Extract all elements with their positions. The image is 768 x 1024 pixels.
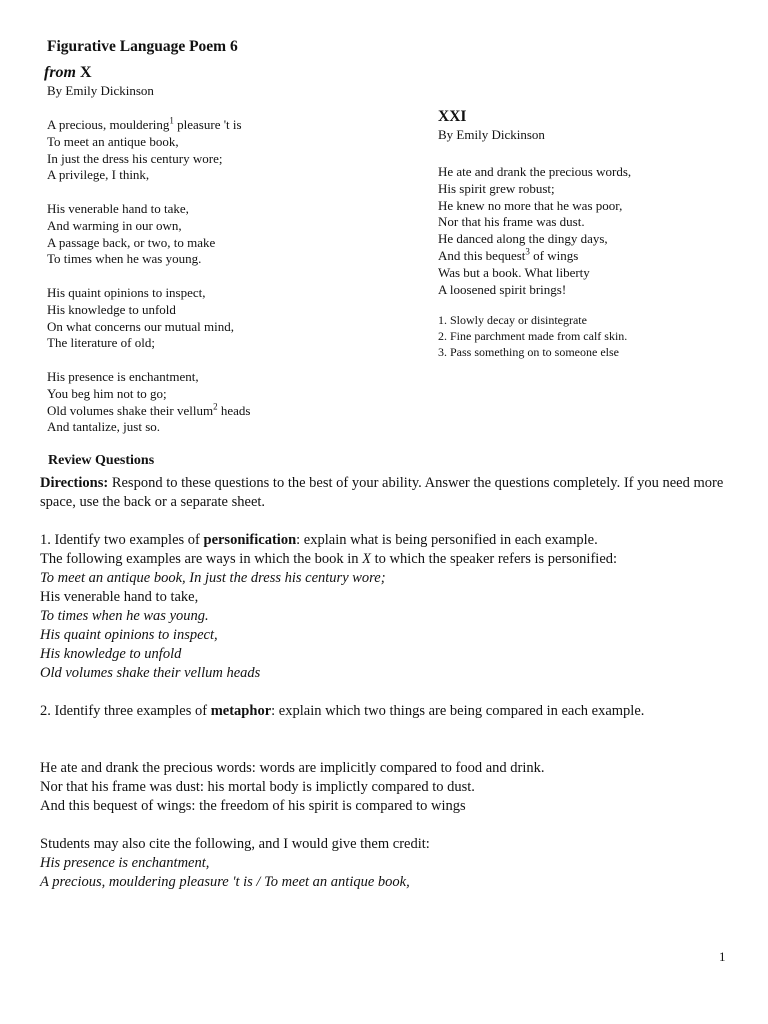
- poem-xxi-title: XXI: [438, 108, 467, 125]
- poem-line: And warming in our own,: [47, 217, 182, 233]
- poem-x-stanza-1: [47, 117, 250, 184]
- review-questions-heading: Review Questions: [48, 453, 155, 468]
- poem-line: A loosened spirit brings!: [438, 281, 567, 297]
- term-personification: personification: [203, 532, 297, 548]
- poem-line: His knowledge to unfold: [47, 301, 176, 317]
- example-line: His knowledge to unfold: [40, 646, 182, 662]
- example-line: His venerable hand to take,: [40, 589, 199, 605]
- question-1: 1. Identify two examples of personification: explain what is being personified in each example.: [40, 532, 598, 548]
- example-line: His quaint opinions to inspect,: [40, 627, 218, 643]
- poem-line: He knew no more that he was poor,: [438, 197, 623, 213]
- footnote-ref-3: 3: [525, 246, 530, 257]
- poem-x-title: X: [80, 64, 92, 81]
- poem-xxi-byline: By Emily Dickinson: [438, 127, 545, 142]
- metaphor-answer: Nor that his frame was dust: his mortal body is implictly compared to dust.: [40, 779, 475, 795]
- poem-line: His presence is enchantment,: [47, 368, 199, 384]
- footnotes: [438, 312, 627, 360]
- poem-line: And tantalize, just so.: [47, 419, 161, 435]
- page-number: 1: [719, 949, 726, 964]
- poem-line: He ate and drank the precious words,: [438, 164, 632, 179]
- poem-xxi: [438, 164, 631, 298]
- poem-line: You beg him not to go;: [47, 385, 167, 401]
- directions-label: Directions:: [40, 475, 109, 491]
- poem-line: Old volumes shake their vellum$^2$ heads: [47, 401, 251, 418]
- credit-intro: Students may also cite the following, and I would give them credit:: [40, 836, 430, 852]
- poem-line: To times when he was young.: [47, 251, 202, 267]
- poem-x-stanza-3: [47, 285, 250, 352]
- review-section: [40, 474, 730, 892]
- footnote-1: 1. Slowly decay or disintegrate: [438, 313, 587, 327]
- example-line: To meet an antique book, In just the dress his century wore;: [40, 570, 386, 586]
- poem-line: His spirit grew robust;: [438, 180, 555, 196]
- poem-line: Was but a book. What liberty: [438, 264, 590, 280]
- directions: [40, 474, 730, 512]
- footnote-ref-2: 2: [213, 401, 218, 412]
- poem-line: A precious, mouldering$^1$ pleasure 't is: [47, 115, 242, 132]
- poem-line: A passage back, or two, to make: [47, 234, 216, 250]
- from-word: from: [44, 64, 76, 81]
- poem-x-stanza-2: [47, 201, 250, 268]
- example-line: To times when he was young.: [40, 608, 209, 624]
- question-2: 2. Identify three examples of metaphor: explain which two things are being compared in each example.: [40, 703, 645, 719]
- poem-line: On what concerns our mutual mind,: [47, 318, 235, 334]
- directions-text: Respond to these questions to the best of your ability. Answer the questions completely. If you need more space, use the back or a separate sheet.: [40, 475, 724, 510]
- poem-x-byline: By Emily Dickinson: [47, 83, 154, 98]
- example-line: Old volumes shake their vellum heads: [40, 665, 261, 681]
- term-metaphor: metaphor: [210, 703, 272, 719]
- poem-line: His venerable hand to take,: [47, 200, 189, 216]
- poem-x-stanza-4: [47, 369, 250, 436]
- metaphor-answer: He ate and drank the precious words: words are implicitly compared to food and drink.: [40, 760, 545, 776]
- poem-line: The literature of old;: [47, 335, 155, 351]
- poem-x: [47, 117, 250, 436]
- poem-source-title: [44, 64, 92, 82]
- poem-line: He danced along the dingy days,: [438, 231, 608, 247]
- metaphor-answer: And this bequest of wings: the freedom of his spirit is compared to wings: [40, 798, 466, 814]
- credit-example: A precious, mouldering pleasure 't is / To meet an antique book,: [40, 874, 410, 890]
- footnote-2: 2. Fine parchment made from calf skin.: [438, 329, 628, 343]
- poem-line: His quaint opinions to inspect,: [47, 284, 206, 300]
- credit-example: His presence is enchantment,: [40, 855, 210, 871]
- poem-line: A privilege, I think,: [47, 167, 150, 183]
- footnote-ref-1: 1: [169, 115, 174, 126]
- poem-line: In just the dress his century wore;: [47, 150, 223, 166]
- poem-line: To meet an antique book,: [47, 133, 179, 149]
- footnote-3: 3. Pass something on to someone else: [438, 345, 619, 359]
- page-title: Figurative Language Poem 6: [47, 38, 238, 55]
- question-1-answer: The following examples are ways in which the book in X to which the speaker refers is personified:: [40, 551, 618, 567]
- poem-line: And this bequest$^3$ of wings: [438, 246, 579, 263]
- poem-line: Nor that his frame was dust.: [438, 214, 585, 230]
